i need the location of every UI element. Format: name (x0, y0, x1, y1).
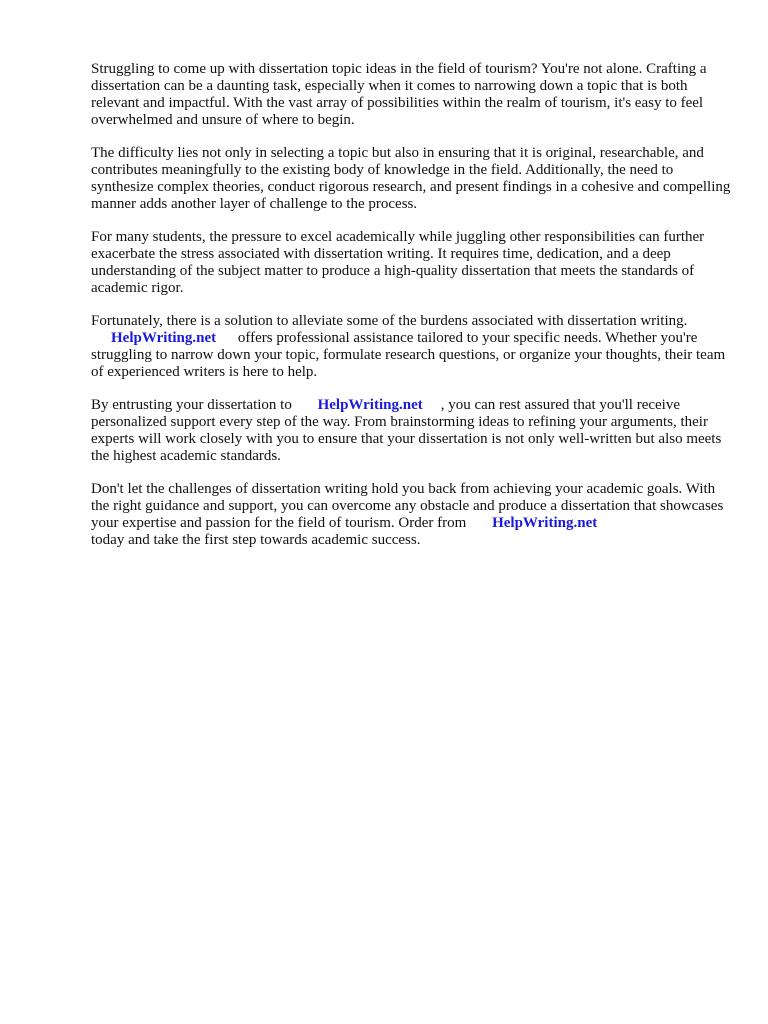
paragraph-closing (91, 481, 731, 549)
paragraph-intro: Struggling to come up with dissertation topic ideas in the field of tourism? You're not alone. Crafting a dissertation can be a daunting task, especially when it comes to narrowing down a topic that is both relevant and impactful. With the vast array of possibilities within the realm of tourism, it's easy to feel overwhelmed and unsure of where to begin. (91, 61, 707, 128)
paragraph-difficulty: The difficulty lies not only in selecting a topic but also in ensuring that it is original, researchable, and contributes meaningfully to the existing body of knowledge in the field. Additionally, the need to synthesize complex theories, conduct rigorous research, and present findings in a cohesive and compelling manner adds another layer of challenge to the process. (91, 145, 731, 212)
helpwriting-link-3[interactable]: HelpWriting.net (492, 515, 598, 531)
helpwriting-link-2[interactable]: HelpWriting.net (317, 397, 423, 413)
paragraph-pressure: For many students, the pressure to excel academically while juggling other responsibilities can further exacerbate the stress associated with dissertation writing. It requires time, dedication, and a deep understanding of the subject matter to produce a high-quality dissertation that meets the standards of academic rigor. (91, 229, 705, 296)
paragraph-solution-after: offers professional assistance tailored to your specific needs. Whether you're struggling to narrow down your topic, formulate research questions, or organize your thoughts, their team of experienced writers is here to help. (91, 330, 726, 380)
paragraph-solution-before: Fortunately, there is a solution to alleviate some of the burdens associated with dissertation writing. (91, 313, 688, 329)
paragraph-closing-after: today and take the first step towards academic success. (91, 532, 421, 548)
paragraph-entrusting-after: , you can rest assured that you'll receive personalized support every step of the way. From brainstorming ideas to refining your arguments, their experts will work closely with you to ensure that your dissertation is not only well-written but also meets the highest academic standards. (91, 397, 722, 464)
paragraph-entrusting (91, 397, 731, 465)
helpwriting-link-1[interactable]: HelpWriting.net (111, 330, 217, 346)
paragraph-closing-before: Don't let the challenges of dissertation writing hold you back from achieving your academic goals. With the right guidance and support, you can overcome any obstacle and produce a dissertation that showcases your expertise and passion for the field of tourism. Order from (91, 481, 724, 531)
document-page (91, 61, 731, 565)
paragraph-entrusting-before: By entrusting your dissertation to (91, 397, 292, 413)
paragraph-solution (91, 313, 731, 381)
